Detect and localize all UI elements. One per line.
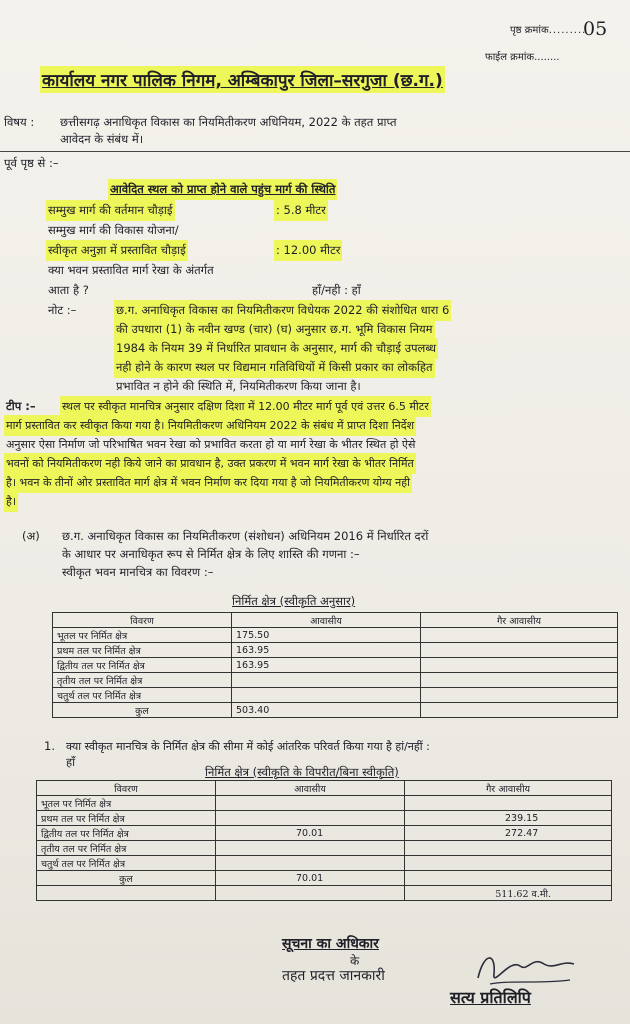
total-non-residential: 511.62 व.मी.	[405, 886, 612, 901]
note-label: नोट :–	[48, 303, 77, 317]
note-line-5: प्रभावित न होने की स्थिति में, नियमितीकरण किया जाना है।	[116, 379, 361, 393]
table-row	[53, 688, 618, 703]
row-label: तृतीय तल पर निर्मित क्षेत्र	[53, 673, 232, 688]
subject-line-2: आवेदन के संबंध में।	[60, 132, 144, 146]
cell-residential	[216, 856, 405, 871]
remark-line-4: भवनों को नियमितीकरण नही किये जाने का प्रावधान है, उक्त प्रकरण में भवन मार्ग रेखा के भीतर निर्मित	[6, 457, 414, 470]
section-a-label: (अ)	[22, 529, 40, 543]
cell-residential	[216, 796, 405, 811]
subject-label: विषय :	[4, 115, 35, 129]
cell-residential	[216, 841, 405, 856]
cell-non-residential	[405, 856, 612, 871]
subject-line-1: छत्तीसगढ़ अनाधिकृत विकास का नियमितीकरण अधिनियम, 2022 के तहत प्राप्त	[60, 115, 397, 129]
road-line-answer: हाँ/नही : हाँ	[312, 283, 361, 297]
proposed-width-value: : 12.00 मीटर	[276, 243, 341, 257]
table-header-row	[37, 781, 612, 796]
note-line-4: नही होने के कारण स्थल पर विद्यमान गतिविधियों में किसी प्रकार का लोकहित	[116, 360, 433, 374]
note-line-3: 1984 के नियम 39 में निर्धारित प्रावधान के अनुसार, मार्ग की चौड़ाई उपलब्ध	[116, 341, 437, 355]
note-line-1: छ.ग. अनाधिकृत विकास का नियमितीकरण विधेयक 2022 की संशोधित धारा 6	[116, 303, 450, 317]
rti-stamp-line-2: के	[350, 954, 360, 968]
cell-non-residential	[421, 658, 618, 673]
cell-non-residential	[405, 841, 612, 856]
remark-line-3: अनुसार ऐसा निर्माण जो परिभाषित भवन रेखा को प्रभावित करता हो या मार्ग रेखा के भीतर स्थित हो ऐसे	[6, 438, 416, 451]
cell-non-residential: 272.47	[405, 826, 612, 841]
rti-stamp-line-1: सूचना का अधिकार	[282, 936, 379, 952]
proposed-width-label: स्वीकृत अनुज्ञा में प्रस्तावित चौड़ाई	[48, 243, 186, 257]
row-label: प्रथम तल पर निर्मित क्षेत्र	[53, 643, 232, 658]
cell-non-residential	[421, 628, 618, 643]
row-label: कुल	[37, 871, 216, 886]
row-label: चतुर्थ तल पर निर्मित क्षेत्र	[53, 688, 232, 703]
current-width-label: सम्मुख मार्ग की वर्तमान चौड़ाई	[48, 203, 173, 217]
cell-non-residential: 239.15	[405, 811, 612, 826]
section-a-line-1: छ.ग. अनाधिकृत विकास का नियमितीकरण (संशोधन) अधिनियम 2016 में निर्धारित दरों	[62, 529, 429, 543]
cell-residential: 175.50	[232, 628, 421, 643]
note-line-2: की उपधारा (1) के नवीन खण्ड (चार) (घ) अनुसार छ.ग. भूमि विकास नियम	[116, 322, 433, 336]
development-plan-label: सम्मुख मार्ग की विकास योजना/	[48, 223, 179, 237]
table-row	[53, 643, 618, 658]
table-1-caption: निर्मित क्षेत्र (स्वीकृति अनुसार)	[232, 594, 356, 608]
section-a-line-3: स्वीकृत भवन मानचित्र का विवरण :–	[62, 565, 214, 579]
cell-residential: 163.95	[232, 658, 421, 673]
true-copy-stamp: सत्य प्रतिलिपि	[450, 988, 531, 1007]
row-label: चतुर्थ तल पर निर्मित क्षेत्र	[37, 856, 216, 871]
current-width-value: : 5.8 मीटर	[276, 203, 326, 217]
table-row	[37, 826, 612, 841]
cell-residential	[232, 673, 421, 688]
table-2-caption: निर्मित क्षेत्र (स्वीकृति के विपरीत/बिना स्वीकृति)	[205, 765, 399, 779]
cell-non-residential	[405, 871, 612, 886]
remark-line-6: है।	[6, 495, 17, 508]
cell-non-residential	[421, 643, 618, 658]
road-status-heading: आवेदित स्थल को प्राप्त होने वाले पहुंच मार्ग की स्थिति	[110, 182, 336, 196]
cell-residential: 503.40	[232, 703, 421, 718]
col-header-residential: आवासीय	[216, 781, 405, 796]
row-label: तृतीय तल पर निर्मित क्षेत्र	[37, 841, 216, 856]
previous-page-label: पूर्व पृष्ठ से :–	[4, 156, 59, 170]
col-header-description: विवरण	[37, 781, 216, 796]
remark-line-2: मार्ग प्रस्तावित कर स्वीकृत किया गया है। नियमितीकरण अधिनियम 2022 के संबंध में प्राप्त दिशा निर्देश	[6, 419, 415, 432]
table-row	[37, 841, 612, 856]
road-line-question: क्या भवन प्रस्तावित मार्ग रेखा के अंतर्गत	[48, 263, 214, 277]
row-label: भूतल पर निर्मित क्षेत्र	[37, 796, 216, 811]
cell-non-residential	[405, 796, 612, 811]
remark-line-5: है। भवन के तीनों ओर प्रस्तावित मार्ग क्षेत्र में भवन निर्माण कर दिया गया है जो नियमितीकरण योग्य नही	[6, 476, 410, 489]
page-number-value: 05	[583, 18, 608, 40]
col-header-description: विवरण	[53, 613, 232, 628]
road-line-question-2: आता है ?	[48, 283, 89, 297]
section-a-line-2: के आधार पर अनाधिकृत रूप से निर्मित क्षेत्र के लिए शास्ति की गणना :–	[62, 547, 360, 561]
cell-non-residential	[421, 703, 618, 718]
built-area-unapproved-table	[36, 780, 612, 901]
table-total-row	[53, 703, 618, 718]
row-label: द्वितीय तल पर निर्मित क्षेत्र	[53, 658, 232, 673]
file-number-label: फाईल क्रमांक........	[485, 52, 560, 63]
question-1-answer: हाँ	[66, 755, 76, 769]
question-1-number: 1.	[44, 739, 55, 753]
remark-line-1: स्थल पर स्वीकृत मानचित्र अनुसार दक्षिण दिशा में 12.00 मीटर मार्ग पूर्व एवं उत्तर 6.5 मीटर	[62, 400, 429, 413]
signature-mark	[470, 944, 580, 994]
cell-non-residential	[421, 688, 618, 703]
rti-stamp-line-3: तहत प्रदत्त जानकारी	[282, 968, 385, 984]
col-header-non-residential: गैर आवासीय	[421, 613, 618, 628]
cell-residential: 70.01	[216, 826, 405, 841]
divider	[0, 151, 630, 152]
table-row	[37, 796, 612, 811]
cell-non-residential	[421, 673, 618, 688]
cell-residential: 163.95	[232, 643, 421, 658]
row-label: भूतल पर निर्मित क्षेत्र	[53, 628, 232, 643]
table-row	[37, 856, 612, 871]
col-header-non-residential: गैर आवासीय	[405, 781, 612, 796]
table-row	[37, 811, 612, 826]
table-row	[53, 658, 618, 673]
row-label: द्वितीय तल पर निर्मित क्षेत्र	[37, 826, 216, 841]
col-header-residential: आवासीय	[232, 613, 421, 628]
office-title: कार्यालय नगर पालिक निगम, अम्बिकापुर जिला–सरगुजा (छ.ग.)	[42, 68, 443, 91]
cell-residential	[216, 811, 405, 826]
table-row	[53, 628, 618, 643]
question-1-text: क्या स्वीकृत मानचित्र के निर्मित क्षेत्र की सीमा में कोई आंतरिक परिवर्त किया गया है हां/नहीं :	[66, 740, 430, 753]
row-label: प्रथम तल पर निर्मित क्षेत्र	[37, 811, 216, 826]
table-header-row	[53, 613, 618, 628]
table-total-row	[37, 871, 612, 886]
row-label: कुल	[53, 703, 232, 718]
built-area-approved-table	[52, 612, 618, 718]
cell-residential: 70.01	[216, 871, 405, 886]
table-row	[53, 673, 618, 688]
remark-label: टीप :–	[6, 399, 36, 413]
table-total-extra-row	[37, 886, 612, 901]
cell-residential	[232, 688, 421, 703]
page-number-label: पृष्ठ क्रमांक.........	[510, 25, 587, 36]
